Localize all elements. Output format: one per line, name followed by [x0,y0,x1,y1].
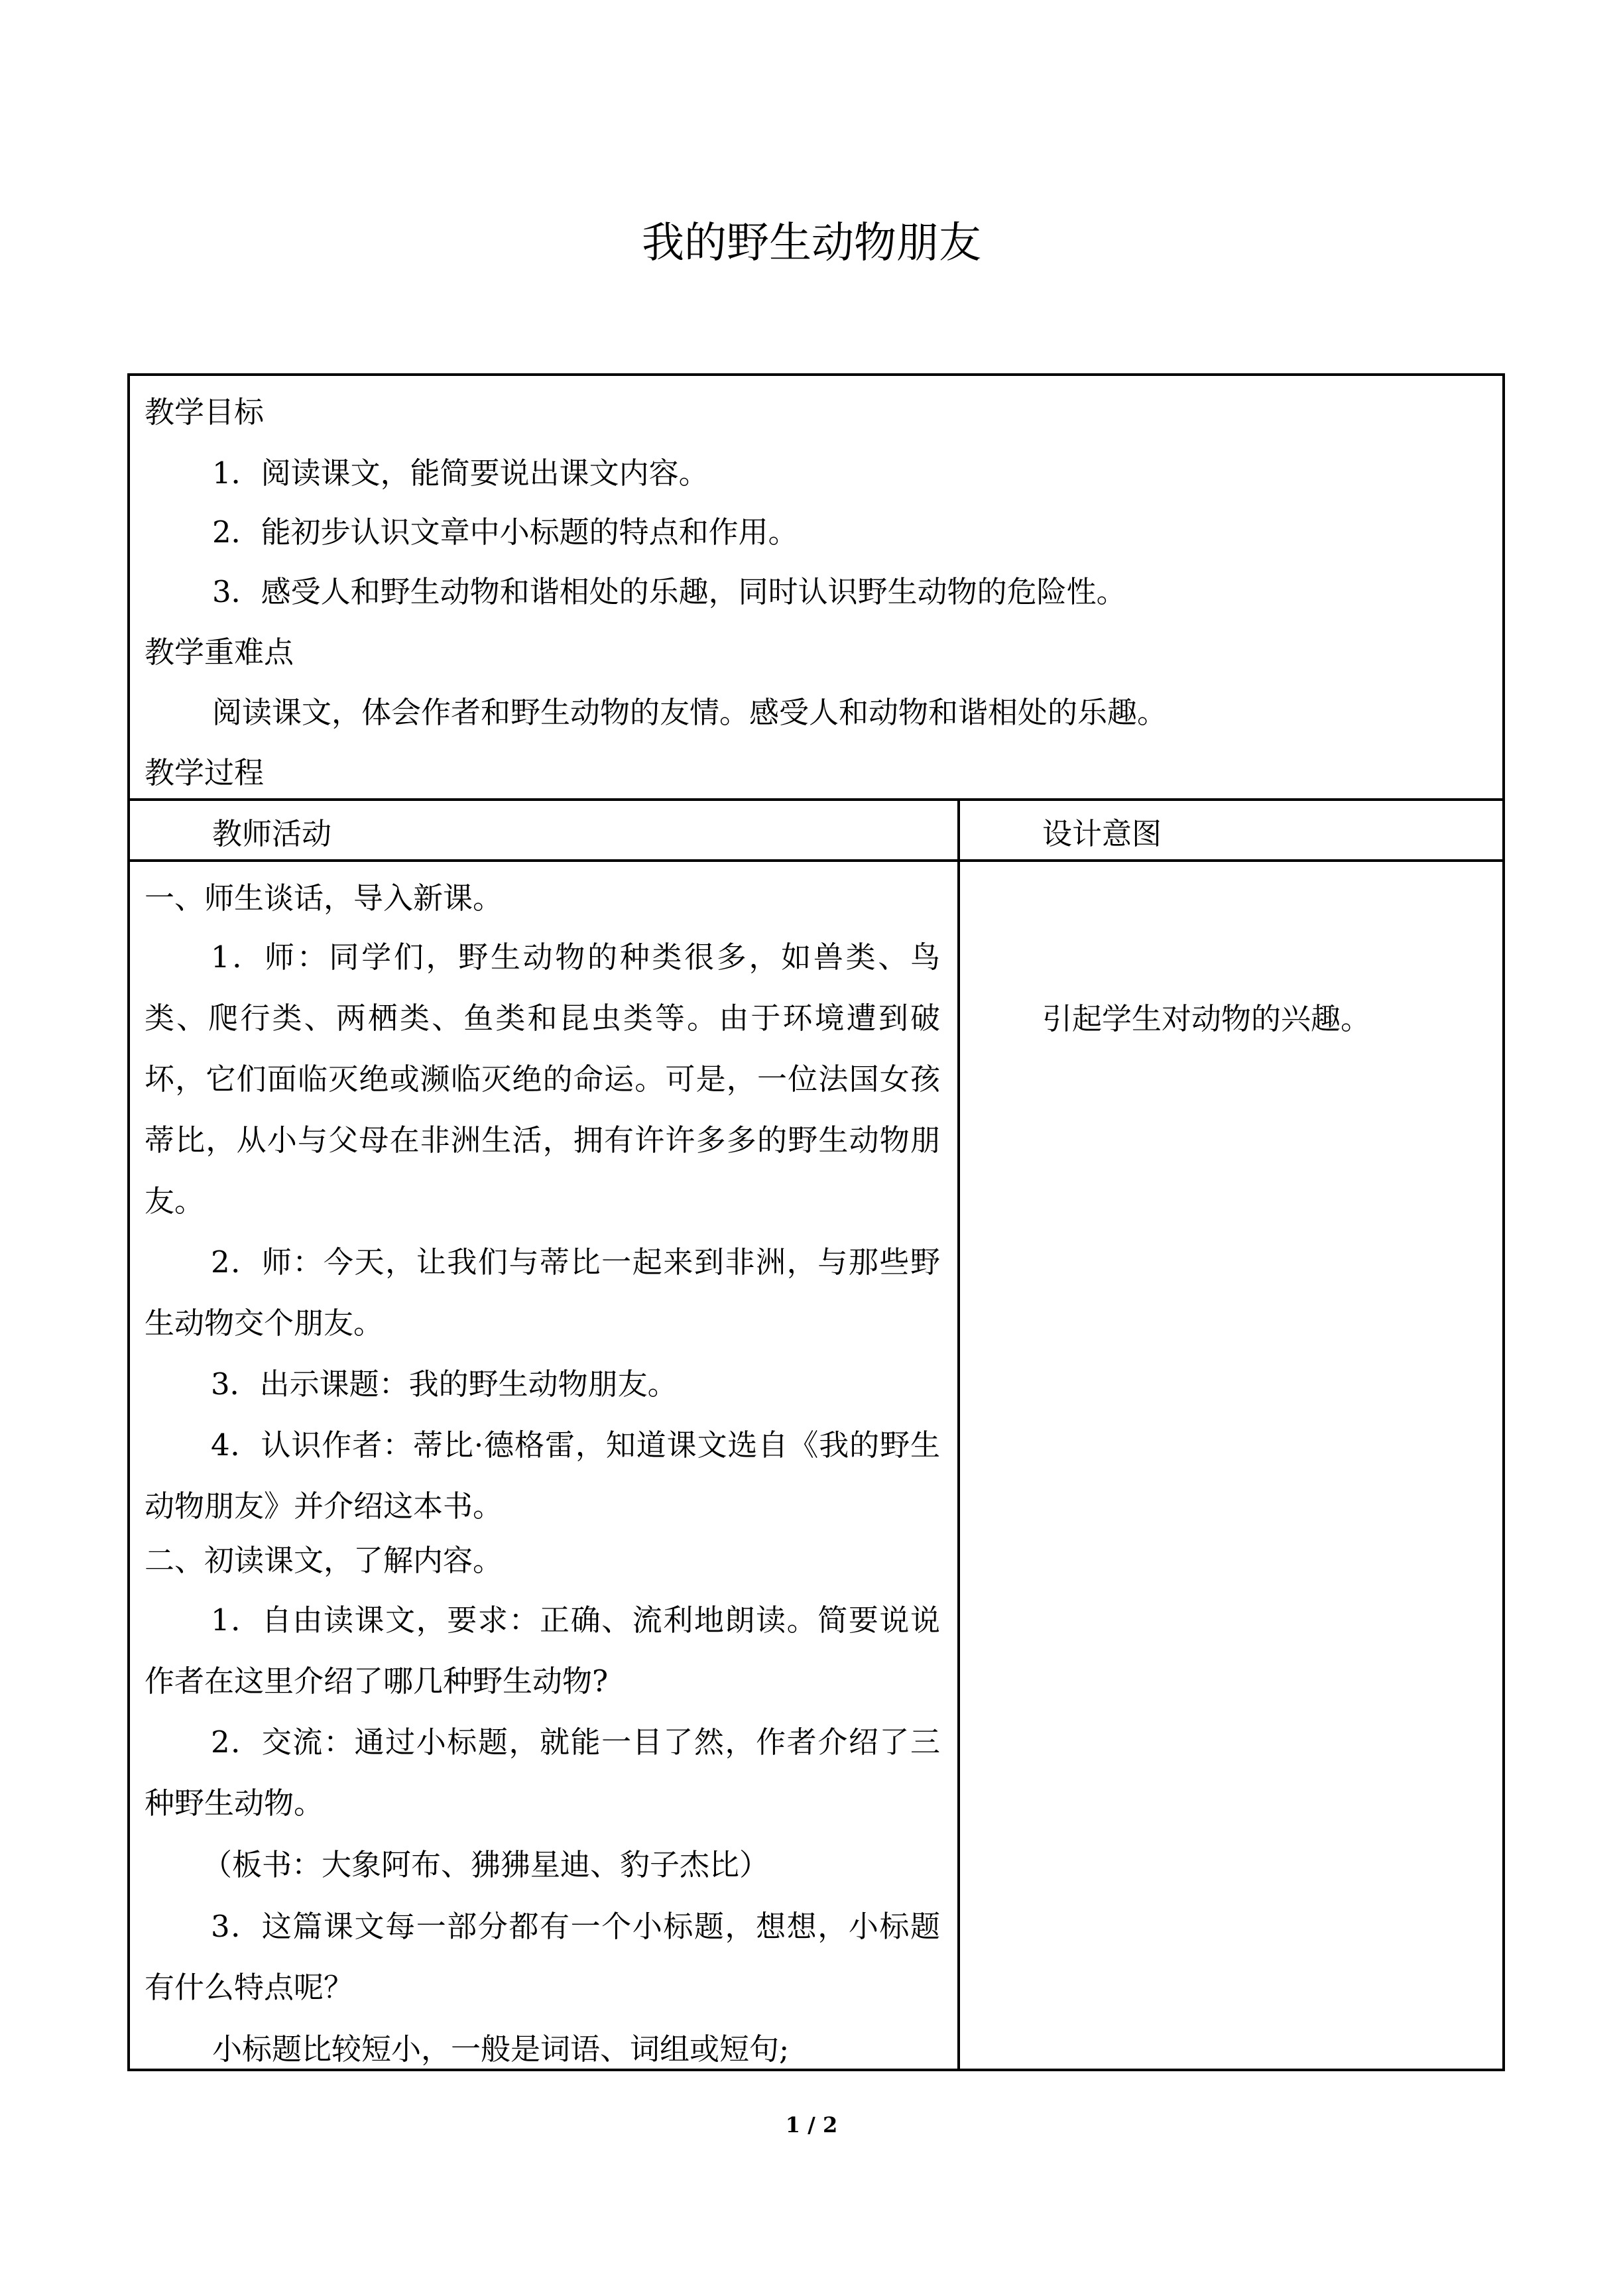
column-header-intent: 设计意图 [1042,816,1162,851]
teacher-paragraph: 小标题比较短小，一般是词语、词组或短句; [212,2031,790,2067]
table-divider-body [127,859,1505,862]
page-number: 1 / 2 [785,2112,838,2138]
teacher-paragraph: 2．师：今天，让我们与蒂比一起来到非洲，与那些野生动物交个朋友。 [145,1244,940,1341]
column-header-teacher: 教师活动 [212,816,332,851]
table-divider-header [127,798,1505,801]
objective-item: 2．能初步认识文章中小标题的特点和作用。 [212,514,798,550]
process-heading: 教学过程 [145,755,265,790]
teacher-paragraph: 4．认识作者：蒂比·德格雷，知道课文选自《我的野生动物朋友》并介绍这本书。 [145,1427,940,1524]
teacher-paragraph: 1．师：同学们，野生动物的种类很多，如兽类、鸟类、爬行类、两栖类、鱼类和昆虫类等。由于环境遭到破坏，它们面临灭绝或濒临灭绝的命运。可是，一位法国女孩蒂比，从小与父母在非洲生活，拥有许许多多的野生动物朋友。 [145,939,940,1219]
design-intent-text: 引起学生对动物的兴趣。 [1042,1001,1371,1036]
teacher-paragraph: 2．交流：通过小标题，就能一目了然，作者介绍了三种野生动物。 [145,1724,940,1821]
key-points-text: 阅读课文，体会作者和野生动物的友情。感受人和动物和谐相处的乐趣。 [212,695,1168,730]
objective-item: 3．感受人和野生动物和谐相处的乐趣，同时认识野生动物的危险性。 [212,574,1126,609]
teacher-paragraph: 3．这篇课文每一部分都有一个小标题，想想，小标题有什么特点呢？ [145,1909,940,2005]
section-heading: 一、师生谈话，导入新课。 [145,880,503,916]
objectives-heading: 教学目标 [145,394,265,430]
table-column-divider [957,798,960,2070]
page-title: 我的野生动物朋友 [642,219,981,268]
blackboard-note: （板书：大象阿布、狒狒星迪、豹子杰比） [202,1847,770,1882]
teacher-paragraph: 1．自由读课文，要求：正确、流利地朗读。简要说说作者在这里介绍了哪几种野生动物? [145,1602,940,1699]
section-heading: 二、初读课文，了解内容。 [145,1543,503,1578]
key-points-heading: 教学重难点 [145,634,294,670]
objective-item: 1．阅读课文，能简要说出课文内容。 [212,455,709,491]
teacher-paragraph: 3．出示课题：我的野生动物朋友。 [211,1366,678,1402]
